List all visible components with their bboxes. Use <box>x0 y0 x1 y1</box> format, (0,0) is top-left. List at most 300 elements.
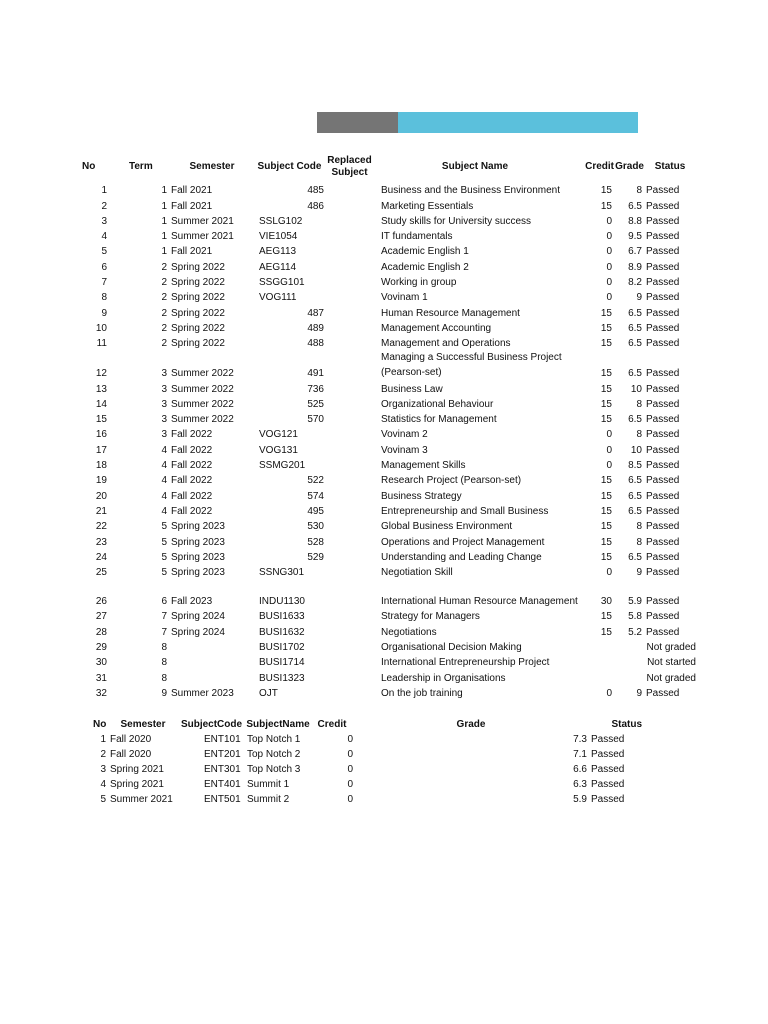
row-term: 7 <box>161 611 167 623</box>
english-row <box>82 762 642 777</box>
row-subject-name: Entrepreneurship and Small Business <box>381 505 549 517</box>
row-semester: Fall 2021 <box>171 246 213 258</box>
row-status: Passed <box>646 322 680 334</box>
row-credit: 15 <box>600 200 612 212</box>
english-row-subject-code: ENT101 <box>204 733 241 745</box>
transcript-row <box>82 608 696 623</box>
transcript-row <box>82 228 696 243</box>
row-term: 4 <box>161 490 167 502</box>
row-status: Passed <box>646 200 680 212</box>
row-subject-code: AEG113 <box>259 246 297 258</box>
row-credit: 30 <box>600 596 612 608</box>
row-no: 11 <box>96 338 107 350</box>
row-subject-name: Business Strategy <box>381 490 462 502</box>
row-subject-name: Negotiations <box>381 626 437 638</box>
row-status: Passed <box>646 596 680 608</box>
header-subject-code: Subject Code <box>257 161 322 172</box>
row-no: 19 <box>95 475 107 487</box>
row-term: 9 <box>161 687 167 699</box>
row-subject-name: Strategy for Managers <box>381 611 480 623</box>
row-no: 31 <box>95 672 107 684</box>
row-grade: 8.2 <box>628 277 642 289</box>
row-subject-name: Statistics for Management <box>381 414 497 426</box>
row-status: Passed <box>646 215 680 227</box>
row-grade: 5.9 <box>628 596 642 608</box>
row-no: 28 <box>95 626 107 638</box>
transcript-row <box>82 503 696 518</box>
row-replaced-subject <box>324 228 375 243</box>
row-subject-name-line2: (Pearson-set) <box>381 367 442 379</box>
row-term: 1 <box>161 231 167 243</box>
row-subject-code: 528 <box>307 536 324 548</box>
row-semester: Spring 2022 <box>171 292 225 304</box>
transcript-row <box>82 320 696 335</box>
row-subject-name: Business Law <box>381 383 443 395</box>
row-status: Passed <box>646 292 680 304</box>
row-subject-code: BUSI1633 <box>259 611 305 623</box>
row-grade: 6.5 <box>628 475 642 487</box>
english-row-subject-code: ENT201 <box>204 748 241 760</box>
row-subject-name: Organizational Behaviour <box>381 398 494 410</box>
row-term: 3 <box>161 429 167 441</box>
row-no: 17 <box>95 444 107 456</box>
row-credit <box>575 669 614 684</box>
row-credit: 15 <box>600 521 612 533</box>
row-credit: 0 <box>606 444 612 456</box>
row-no: 5 <box>101 246 107 258</box>
row-no: 20 <box>95 490 107 502</box>
row-subject-code: BUSI1632 <box>259 626 305 638</box>
row-status: Passed <box>646 626 680 638</box>
row-credit: 15 <box>600 368 612 380</box>
english-row-status: Passed <box>591 779 625 791</box>
header-grade: Grade <box>615 161 644 172</box>
transcript-row <box>82 685 696 700</box>
row-credit: 15 <box>600 536 612 548</box>
row-subject-code: SSMG201 <box>259 460 306 472</box>
english-row-credit: 0 <box>347 794 353 806</box>
row-credit: 15 <box>600 398 612 410</box>
row-subject-code: 488 <box>307 338 324 350</box>
row-status: Passed <box>646 536 680 548</box>
row-no: 9 <box>101 307 107 319</box>
row-subject-code: 495 <box>307 505 324 517</box>
row-subject-code: BUSI1702 <box>259 642 305 654</box>
row-subject-name: Academic English 2 <box>381 261 469 273</box>
row-credit: 15 <box>600 505 612 517</box>
row-credit: 15 <box>600 322 612 334</box>
row-semester: Spring 2023 <box>171 521 225 533</box>
row-subject-name: IT fundamentals <box>381 231 453 243</box>
banner-grey-block <box>317 112 398 133</box>
row-status: Passed <box>646 505 680 517</box>
header-status: Status <box>654 161 686 172</box>
row-subject-code: OJT <box>259 687 278 699</box>
row-semester: Summer 2022 <box>171 398 234 410</box>
row-semester: Fall 2023 <box>171 596 213 608</box>
row-subject-name: Negotiation Skill <box>381 567 453 579</box>
row-semester: Summer 2021 <box>171 231 234 243</box>
row-credit: 0 <box>606 231 612 243</box>
row-status: Passed <box>646 490 680 502</box>
row-semester: Spring 2023 <box>171 567 225 579</box>
transcript-row <box>82 411 696 426</box>
row-term: 1 <box>161 185 167 197</box>
row-semester: Fall 2022 <box>171 490 213 502</box>
row-subject-name: Management Accounting <box>381 322 492 334</box>
row-semester: Fall 2021 <box>171 185 213 197</box>
row-status: Passed <box>646 567 680 579</box>
english-row-semester: Spring 2021 <box>110 779 164 791</box>
row-grade <box>614 654 644 669</box>
row-replaced-subject <box>324 411 375 426</box>
transcript-row <box>82 274 696 289</box>
english-row-credit: 0 <box>347 763 353 775</box>
row-replaced-subject <box>324 258 375 273</box>
row-replaced-subject <box>324 549 375 564</box>
row-no: 6 <box>101 261 107 273</box>
row-credit: 0 <box>606 246 612 258</box>
english-row-grade: 7.3 <box>573 733 587 745</box>
row-grade: 9 <box>636 687 642 699</box>
row-no: 30 <box>95 657 107 669</box>
row-replaced-subject <box>324 274 375 289</box>
row-credit: 15 <box>600 611 612 623</box>
row-no: 8 <box>101 292 107 304</box>
row-subject-name: Management and Operations <box>381 338 511 350</box>
row-subject-name-line1: Managing a Successful Business Project <box>381 352 562 364</box>
english-row-subject-name: Top Notch 2 <box>247 748 301 760</box>
row-term: 2 <box>161 292 167 304</box>
row-term: 4 <box>161 460 167 472</box>
row-subject-name: Vovinam 1 <box>381 292 428 304</box>
row-status: Passed <box>646 277 680 289</box>
row-replaced-subject <box>324 441 375 456</box>
row-subject-name: Academic English 1 <box>381 246 469 258</box>
row-status: Passed <box>646 414 680 426</box>
row-credit: 0 <box>606 277 612 289</box>
row-subject-name: Management Skills <box>381 460 466 472</box>
header-subject-name: Subject Name <box>441 161 509 172</box>
transcript-row <box>82 654 696 669</box>
transcript-row <box>82 564 696 579</box>
row-status: Not graded <box>646 672 696 684</box>
row-no: 24 <box>95 551 107 563</box>
row-subject-code: VOG121 <box>259 429 298 441</box>
row-subject-code: INDU1130 <box>259 596 305 608</box>
transcript-row <box>82 197 696 212</box>
row-grade: 8 <box>636 398 642 410</box>
row-grade: 8 <box>636 429 642 441</box>
row-replaced-subject <box>324 518 375 533</box>
row-credit: 15 <box>600 551 612 563</box>
row-subject-code: 525 <box>307 398 324 410</box>
row-grade: 6.5 <box>628 322 642 334</box>
row-semester: Fall 2022 <box>171 444 213 456</box>
banner-blue-block <box>398 112 638 133</box>
row-subject-code: VOG131 <box>259 444 298 456</box>
transcript-row <box>82 182 696 197</box>
row-no: 23 <box>95 536 107 548</box>
row-no: 13 <box>95 383 107 395</box>
row-grade: 5.2 <box>628 626 642 638</box>
english-row-status: Passed <box>591 748 625 760</box>
row-subject-name: Vovinam 3 <box>381 444 428 456</box>
row-subject-name: Business and the Business Environment <box>381 185 560 197</box>
english-row-grade: 5.9 <box>573 794 587 806</box>
row-grade: 6.5 <box>628 307 642 319</box>
row-replaced-subject <box>324 564 375 579</box>
row-subject-name: Study skills for University success <box>381 215 532 227</box>
english-row-status: Passed <box>591 794 625 806</box>
row-subject-code: SSNG301 <box>259 567 305 579</box>
row-credit: 15 <box>600 475 612 487</box>
row-subject-code: 570 <box>307 414 324 426</box>
row-status: Passed <box>646 460 680 472</box>
english-header-semester: Semester <box>120 719 166 730</box>
row-term: 4 <box>161 505 167 517</box>
row-grade: 8.8 <box>628 215 642 227</box>
english-header-subject-name: SubjectName <box>246 719 310 730</box>
transcript-row <box>82 213 696 228</box>
transcript-row <box>82 669 696 684</box>
row-semester: Fall 2022 <box>171 505 213 517</box>
english-row-status: Passed <box>591 733 625 745</box>
row-no: 22 <box>95 521 107 533</box>
transcript-row <box>82 335 696 350</box>
english-row-semester: Fall 2020 <box>110 733 152 745</box>
transcript-row <box>82 396 696 411</box>
row-term: 6 <box>161 596 167 608</box>
header-replaced-line1: Replaced <box>327 155 372 166</box>
row-credit: 0 <box>606 292 612 304</box>
english-row-credit: 0 <box>347 748 353 760</box>
row-grade: 10 <box>630 383 642 395</box>
row-subject-name: International Human Resource Management <box>381 596 578 608</box>
row-subject-name: Organisational Decision Making <box>381 642 522 654</box>
transcript-row <box>82 487 696 502</box>
english-row-subject-code: ENT401 <box>204 779 241 791</box>
english-row-credit: 0 <box>347 733 353 745</box>
row-replaced-subject <box>324 380 375 395</box>
row-status: Passed <box>646 246 680 258</box>
english-row <box>82 747 642 762</box>
row-term: 8 <box>161 672 167 684</box>
row-subject-name: Global Business Environment <box>381 521 513 533</box>
row-grade: 6.5 <box>628 338 642 350</box>
row-semester: Summer 2021 <box>171 215 234 227</box>
row-semester: Spring 2024 <box>171 626 225 638</box>
row-semester <box>169 669 255 684</box>
row-subject-name: Research Project (Pearson-set) <box>381 475 522 487</box>
english-row <box>82 732 642 747</box>
row-no: 32 <box>95 687 107 699</box>
row-grade: 6.5 <box>628 414 642 426</box>
english-header-status: Status <box>611 719 642 730</box>
row-grade: 6.5 <box>628 551 642 563</box>
row-grade: 6.7 <box>628 246 642 258</box>
row-credit: 0 <box>606 429 612 441</box>
english-row-no: 4 <box>100 779 106 791</box>
row-subject-name: Vovinam 2 <box>381 429 428 441</box>
header-no: No <box>82 161 96 172</box>
english-row-semester: Fall 2020 <box>110 748 152 760</box>
row-term: 8 <box>161 657 167 669</box>
row-term: 1 <box>161 200 167 212</box>
row-grade: 8 <box>636 536 642 548</box>
row-term: 4 <box>161 475 167 487</box>
row-subject-code: SSGG101 <box>259 277 305 289</box>
row-no: 18 <box>95 460 107 472</box>
row-term: 5 <box>161 536 167 548</box>
transcript-row <box>82 258 696 273</box>
row-semester <box>169 639 255 654</box>
row-subject-code: BUSI1714 <box>259 657 305 669</box>
row-grade: 6.5 <box>628 490 642 502</box>
english-row-no: 5 <box>100 794 106 806</box>
row-term: 1 <box>161 215 167 227</box>
row-replaced-subject <box>324 320 375 335</box>
transcript-header-row <box>82 152 696 182</box>
row-term: 4 <box>161 444 167 456</box>
transcript-row <box>82 623 696 638</box>
row-semester: Summer 2022 <box>171 368 234 380</box>
row-subject-code: 736 <box>307 383 324 395</box>
row-replaced-subject <box>324 669 375 684</box>
row-credit: 15 <box>600 626 612 638</box>
row-credit: 15 <box>600 338 612 350</box>
row-semester: Summer 2022 <box>171 383 234 395</box>
header-replaced-subject <box>324 152 375 182</box>
row-status: Passed <box>646 368 680 380</box>
english-table <box>82 718 642 808</box>
english-row-semester: Spring 2021 <box>110 763 164 775</box>
row-term: 5 <box>161 551 167 563</box>
row-no: 3 <box>101 215 107 227</box>
row-subject-name: Leadership in Organisations <box>381 672 506 684</box>
row-credit <box>575 654 614 669</box>
header-credit: Credit <box>585 161 614 172</box>
row-term: 2 <box>161 338 167 350</box>
row-replaced-subject <box>324 608 375 623</box>
transcript-row <box>82 533 696 548</box>
row-subject-name: Understanding and Leading Change <box>381 551 542 563</box>
english-row-subject-name: Summit 1 <box>247 779 290 791</box>
row-grade: 8 <box>636 521 642 533</box>
transcript-row <box>82 549 696 564</box>
english-row <box>82 793 642 808</box>
row-status: Passed <box>646 611 680 623</box>
row-grade: 8.9 <box>628 261 642 273</box>
row-no: 15 <box>95 414 107 426</box>
row-semester: Summer 2022 <box>171 414 234 426</box>
row-term: 3 <box>161 368 167 380</box>
row-no: 2 <box>101 200 107 212</box>
row-grade: 10 <box>630 444 642 456</box>
row-no: 10 <box>95 322 107 334</box>
row-grade: 5.8 <box>628 611 642 623</box>
header-replaced-line2: Subject <box>331 167 368 178</box>
row-semester: Spring 2022 <box>171 322 225 334</box>
header-semester: Semester <box>189 161 235 172</box>
row-no: 14 <box>95 398 107 410</box>
row-semester: Spring 2022 <box>171 261 225 273</box>
english-row <box>82 778 642 793</box>
transcript-row <box>82 243 696 258</box>
row-replaced-subject <box>324 426 375 441</box>
row-credit: 15 <box>600 383 612 395</box>
row-credit: 15 <box>600 307 612 319</box>
row-semester: Fall 2021 <box>171 200 213 212</box>
english-row-subject-code: ENT501 <box>204 794 241 806</box>
row-status: Passed <box>646 521 680 533</box>
row-subject-code: AEG114 <box>259 261 297 273</box>
row-subject-code: 489 <box>307 322 324 334</box>
row-replaced-subject <box>324 654 375 669</box>
row-subject-name: International Entrepreneurship Project <box>381 657 550 669</box>
english-row-grade: 6.6 <box>573 763 587 775</box>
transcript-row <box>82 579 696 608</box>
row-replaced-subject <box>324 304 375 319</box>
row-semester: Fall 2022 <box>171 429 213 441</box>
row-status: Passed <box>646 444 680 456</box>
row-subject-code: VIE1054 <box>259 231 298 243</box>
header-term: Term <box>129 161 153 172</box>
transcript-row <box>82 457 696 472</box>
row-subject-name <box>375 350 575 380</box>
english-row-subject-code: ENT301 <box>204 763 241 775</box>
row-status: Passed <box>646 185 680 197</box>
row-replaced-subject <box>324 213 375 228</box>
row-subject-name: Operations and Project Management <box>381 536 545 548</box>
row-subject-name: Working in group <box>381 277 457 289</box>
row-status: Passed <box>646 261 680 273</box>
row-semester: Fall 2022 <box>171 460 213 472</box>
row-replaced-subject <box>324 243 375 258</box>
english-header-no: No <box>93 719 107 730</box>
row-subject-code: 487 <box>307 307 324 319</box>
row-subject-name: Human Resource Management <box>381 307 520 319</box>
row-status: Passed <box>646 687 680 699</box>
row-subject-code: 530 <box>307 521 324 533</box>
english-row-subject-name: Top Notch 1 <box>247 733 301 745</box>
row-no: 12 <box>95 368 107 380</box>
row-status: Passed <box>646 429 680 441</box>
row-no: 1 <box>101 185 107 197</box>
english-header-credit: Credit <box>317 719 347 730</box>
row-subject-code: 574 <box>307 490 324 502</box>
row-status: Not graded <box>646 642 696 654</box>
transcript-row <box>82 639 696 654</box>
row-semester: Spring 2023 <box>171 551 225 563</box>
row-term: 5 <box>161 567 167 579</box>
english-row-no: 2 <box>100 748 106 760</box>
row-status: Passed <box>646 231 680 243</box>
transcript-row <box>82 518 696 533</box>
row-grade: 8.5 <box>628 460 642 472</box>
row-grade: 6.5 <box>628 368 642 380</box>
row-subject-code: VOG111 <box>259 292 297 304</box>
row-status: Passed <box>646 475 680 487</box>
english-row-semester: Summer 2021 <box>110 794 173 806</box>
english-row-no: 3 <box>100 763 106 775</box>
row-no: 27 <box>95 611 107 623</box>
row-credit: 0 <box>606 567 612 579</box>
row-replaced-subject <box>324 350 375 380</box>
english-row-credit: 0 <box>347 779 353 791</box>
row-term: 3 <box>161 398 167 410</box>
transcript-row <box>82 289 696 304</box>
